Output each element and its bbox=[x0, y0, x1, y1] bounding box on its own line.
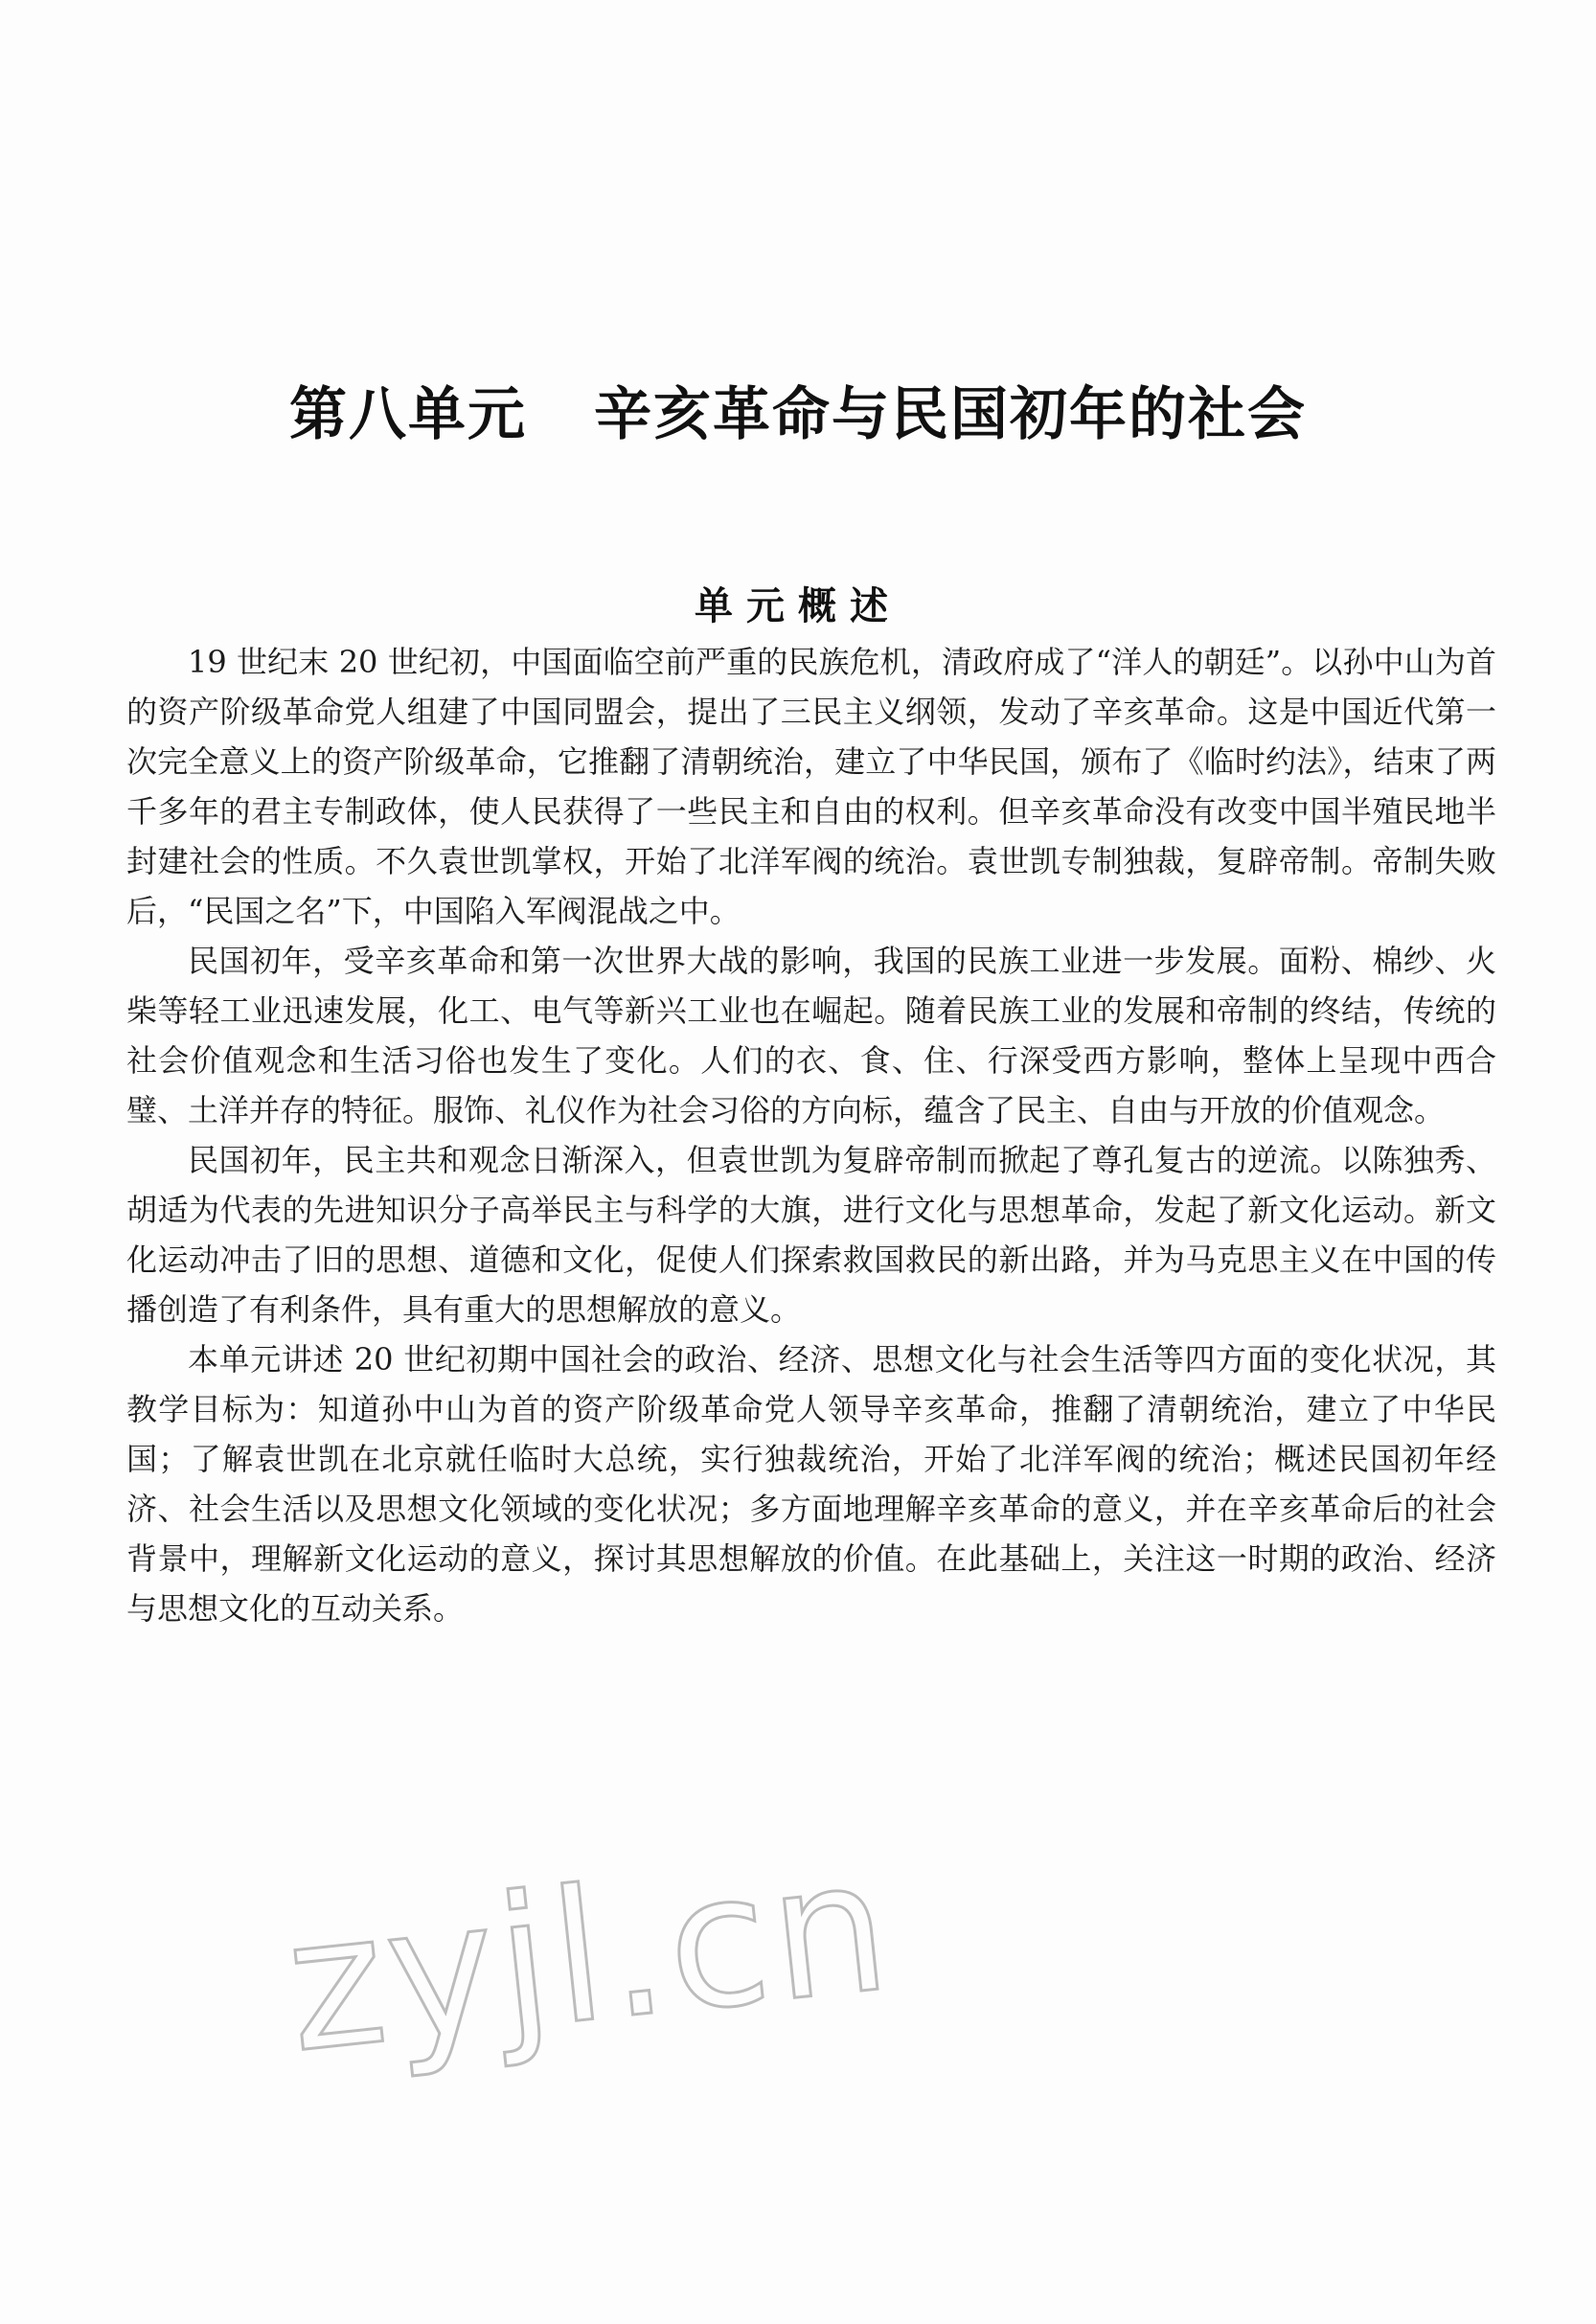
unit-title bbox=[0, 369, 1596, 451]
overview-heading: 单元概述 bbox=[695, 584, 901, 629]
paragraph: 本单元讲述 20 世纪初期中国社会的政治、经济、思想文化与社会生活等四方面的变化状况，其教学目标为：知道孙中山为首的资产阶级革命党人领导辛亥革命，推翻了清朝统治，建立了中华民国；了解袁世凯在北京就任临时大总统，实行独裁统治，开始了北洋军阀的统治；概述民国初年经济、社会生活以及思想文化领域的变化状况；多方面地理解辛亥革命的意义，并在辛亥革命后的社会背景中，理解新文化运动的意义，探讨其思想解放的价值。在此基础上，关注这一时期的政治、经济与思想文化的互动关系。 bbox=[126, 1341, 1496, 1627]
unit-number: 第八单元 bbox=[289, 381, 527, 449]
unit-name: 辛亥革命与民国初年的社会 bbox=[594, 381, 1307, 449]
overview-body bbox=[126, 637, 1496, 1633]
watermark: zyjl.cn bbox=[278, 1819, 901, 2093]
paragraph: 19 世纪末 20 世纪初，中国面临空前严重的民族危机，清政府成了“洋人的朝廷”。以孙中山为首的资产阶级革命党人组建了中国同盟会，提出了三民主义纲领，发动了辛亥革命。这是中国近代第一次完全意义上的资产阶级革命，它推翻了清朝统治，建立了中华民国，颁布了《临时约法》，结束了两千多年的君主专制政体，使人民获得了一些民主和自由的权利。但辛亥革命没有改变中国半殖民地半封建社会的性质。不久袁世凯掌权，开始了北洋军阀的统治。袁世凯专制独裁，复辟帝制。帝制失败后，“民国之名”下，中国陷入军阀混战之中。 bbox=[126, 644, 1496, 929]
paragraph: 民国初年，受辛亥革命和第一次世界大战的影响，我国的民族工业进一步发展。面粉、棉纱、火柴等轻工业迅速发展，化工、电气等新兴工业也在崛起。随着民族工业的发展和帝制的终结，传统的社会价值观念和生活习俗也发生了变化。人们的衣、食、住、行深受西方影响，整体上呈现中西合璧、土洋并存的特征。服饰、礼仪作为社会习俗的方向标，蕴含了民主、自由与开放的价值观念。 bbox=[126, 943, 1496, 1128]
paragraph: 民国初年，民主共和观念日渐深入，但袁世凯为复辟帝制而掀起了尊孔复古的逆流。以陈独秀、胡适为代表的先进知识分子高举民主与科学的大旗，进行文化与思想革命，发起了新文化运动。新文化运动冲击了旧的思想、道德和文化，促使人们探索救国救民的新出路，并为马克思主义在中国的传播创造了有利条件，具有重大的思想解放的意义。 bbox=[126, 1142, 1496, 1328]
